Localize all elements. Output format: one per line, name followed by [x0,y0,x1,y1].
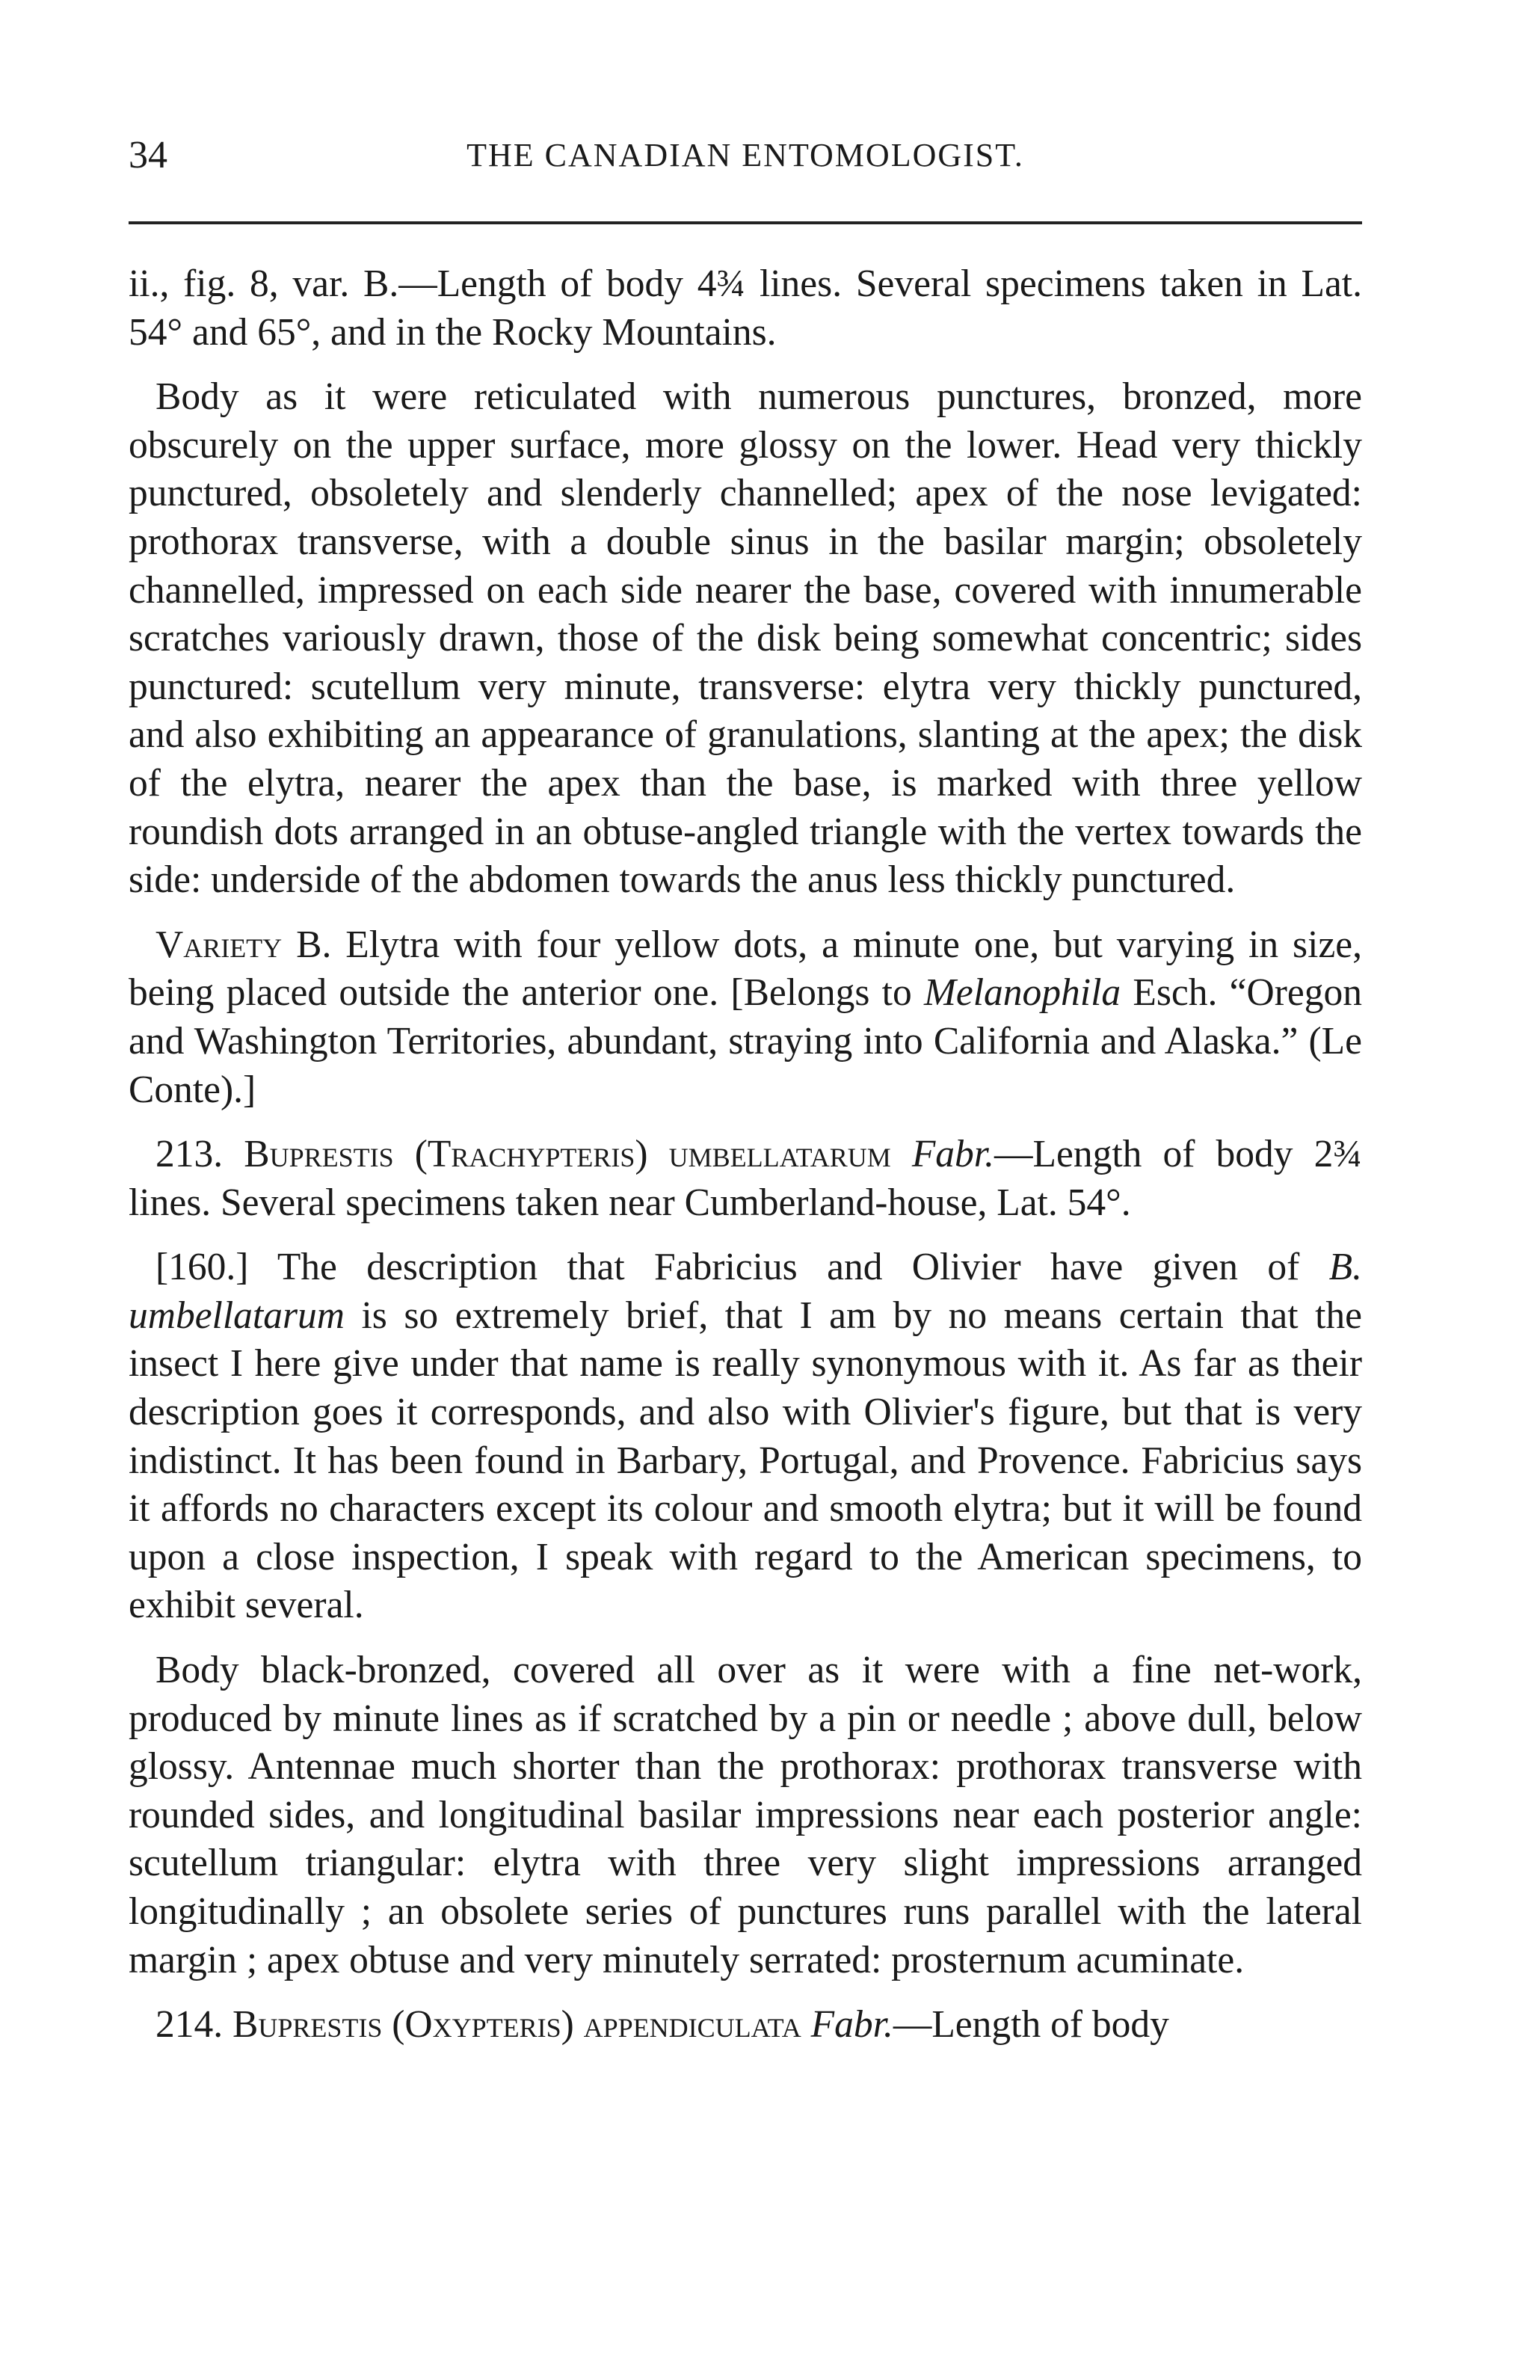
species-author: Fabr. [890,1133,995,1176]
paragraph-text: Esch. “Oregon and Washington Territories, abundant, straying into California and Alaska.” (Le Conte).] [129,971,1362,1111]
paragraph-variety-b [129,921,1362,1114]
species-name-italic: B. umbellatarum [129,1246,1362,1337]
species-name: Buprestis (Trachypteris) umbellatarum [223,1133,891,1176]
paragraph-text: Body black-bronzed, covered all over as it were with a fine net-work, produced by minute lines as if scratched by a pin or needle ; above dull, below glossy. Antennae much shorter than the prothorax: prothorax transverse with rounded sides, and longitudinal basilar impressions near each posterior angle: scutellum triangular: elytra with three very slight impressions arranged longitudinally ; an obsolete series of punctures runs parallel with the lateral margin ; apex obtuse and very minutely serrated: prosternum acuminate. [129,1649,1362,1981]
paragraph-text: —Length of body 2¾ lines. Several specimens taken near Cumberland-house, Lat. 54°. [129,1133,1362,1224]
species-author: Fabr. [801,2003,893,2047]
paragraph-160 [129,1243,1362,1630]
species-name: Buprestis (Oxypteris) appendiculata [223,2003,801,2047]
species-entry-214 [129,2001,1362,2050]
paragraph-text: Body as it were reticulated with numerous punctures, bronzed, more obscurely on the upper surface, more glossy on the lower. Head very thickly punctured, obsoletely and slenderly channelled; apex of the nose levigated: prothorax transverse, with a double sinus in the basilar margin; obsoletely channelled, impressed on each side nearer the base, covered with innumerable scratches variously drawn, those of the disk being somewhat concentric; sides punctured: scutellum very minute, transverse: elytra very thickly punctured, and also exhibiting an appearance of granulations, slanting at the apex; the disk of the elytra, nearer the apex than the base, is marked with three yellow roundish dots arranged in an obtuse-angled triangle with the vertex towards the side: underside of the abdomen towards the anus less thickly punctured. [129,375,1362,902]
entry-number: 213. [155,1133,224,1176]
paragraph-text: is so extremely brief, that I am by no means certain that the insect I here give under that name is really synonymous with it. As far as their description goes it corresponds, and also with Olivier's figure, but that is very indistinct. It has been found in Barbary, Portugal, and Provence. Fabricius says it affords no characters except its colour and smooth elytra; but it will be found upon a close inspection, I speak with regard to the American specimens, to exhibit several. [129,1294,1362,1627]
genus-name: Melanophila [923,971,1121,1015]
paragraph-text: ii., fig. 8, var. B.—Length of body 4¾ lines. Several specimens taken in Lat. 54° and 65°, and in the Rocky Mountains. [129,262,1362,354]
header-rule [129,221,1362,224]
paragraph-text: Elytra with four yellow dots, a minute one, but varying in size, being placed outside the anterior one. [Belongs to [129,923,1362,1015]
page-number: 34 [129,134,167,176]
page-header [129,126,1362,185]
paragraph-body-description [129,1646,1362,1984]
paragraph-2 [129,373,1362,905]
species-entry-213 [129,1131,1362,1227]
variety-heading: Variety B. [155,923,332,966]
text-body [129,260,1362,2050]
paragraph-text: —Length of body [893,2003,1169,2047]
running-title: THE CANADIAN ENTOMOLOGIST. [466,137,1024,173]
paragraph-text: [160.] The description that Fabricius and Olivier have given of [155,1246,1329,1289]
paragraph-1 [129,260,1362,357]
entry-number: 214. [155,2003,224,2047]
